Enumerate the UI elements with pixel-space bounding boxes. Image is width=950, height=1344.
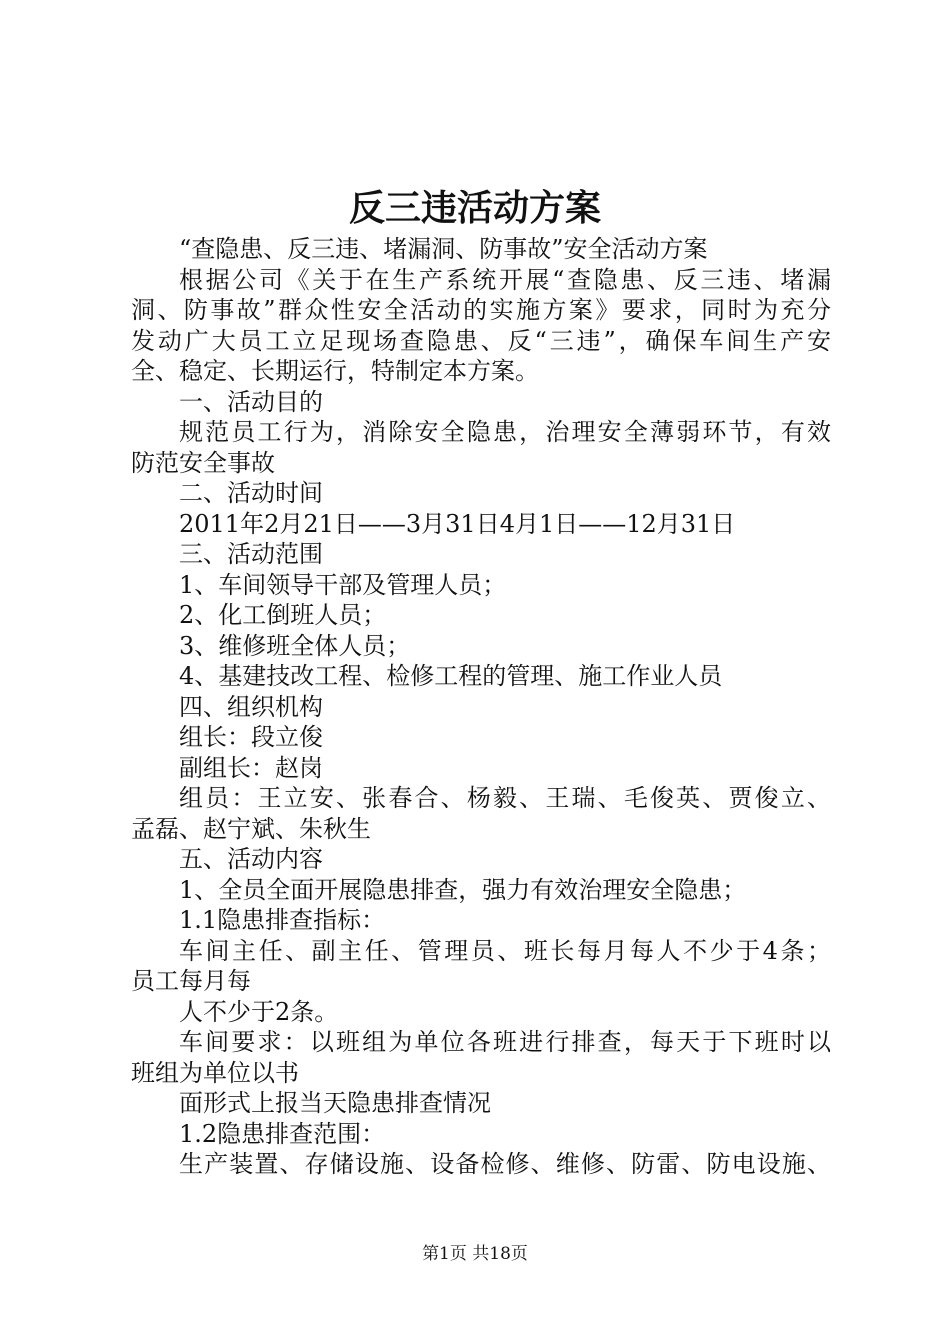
body-line: 防范安全事故 [131, 448, 275, 477]
body-line: 人不少于2条。 [179, 997, 339, 1026]
body-line: 3、维修班全体人员； [179, 631, 411, 660]
body-line: 1、全员全面开展隐患排查，强力有效治理安全隐患； [179, 875, 747, 904]
body-line: 组长：段立俊 [179, 723, 323, 751]
body-line: 孟磊、赵宁斌、朱秋生 [131, 814, 371, 843]
document-body [131, 234, 831, 1180]
body-line: 五、活动内容 [179, 845, 323, 873]
body-line: 四、组织机构 [179, 692, 323, 721]
body-line: 根据公司《关于在生产系统开展“查隐患、反三违、堵漏 [179, 265, 831, 294]
body-line: 副组长：赵岗 [179, 753, 323, 782]
body-line: 2、化工倒班人员； [179, 601, 387, 629]
body-line: 1、车间领导干部及管理人员； [179, 570, 507, 599]
body-line: 组员：王立安、张春合、杨毅、王瑞、毛俊英、贾俊立、 [179, 784, 831, 812]
page-footer: 第1页 共18页 [422, 1244, 528, 1264]
body-line: 生产装置、存储设施、设备检修、维修、防雷、防电设施、 [179, 1150, 831, 1178]
body-line: 规范员工行为，消除安全隐患，治理安全薄弱环节，有效 [179, 418, 831, 446]
body-line: 车间要求：以班组为单位各班进行排查，每天于下班时以 [179, 1028, 831, 1056]
document-title: 反三违活动方案 [348, 187, 601, 229]
body-line: “查隐患、反三违、堵漏洞、防事故”安全活动方案 [179, 235, 708, 263]
body-line: 员工每月每 [131, 967, 251, 995]
body-line: 三、活动范围 [179, 540, 323, 568]
body-line: 洞、防事故”群众性安全活动的实施方案》要求，同时为充分 [131, 296, 831, 324]
body-line: 全、稳定、长期运行，特制定本方案。 [131, 357, 539, 385]
body-line: 1.2隐患排查范围： [179, 1119, 386, 1148]
body-line: 车间主任、副主任、管理员、班长每月每人不少于4条； [179, 936, 831, 965]
body-line: 一、活动目的 [179, 387, 323, 416]
body-line: 1.1隐患排查指标： [179, 906, 386, 934]
body-line: 发动广大员工立足现场查隐患、反“三违”，确保车间生产安 [131, 326, 831, 355]
body-line: 2011年2月21日——3月31日4月1日——12月31日 [179, 509, 736, 538]
body-line: 班组为单位以书 [131, 1058, 299, 1087]
body-line: 4、基建技改工程、检修工程的管理、施工作业人员 [179, 662, 723, 690]
body-line: 面形式上报当天隐患排查情况 [179, 1089, 491, 1117]
body-line: 二、活动时间 [179, 479, 323, 507]
